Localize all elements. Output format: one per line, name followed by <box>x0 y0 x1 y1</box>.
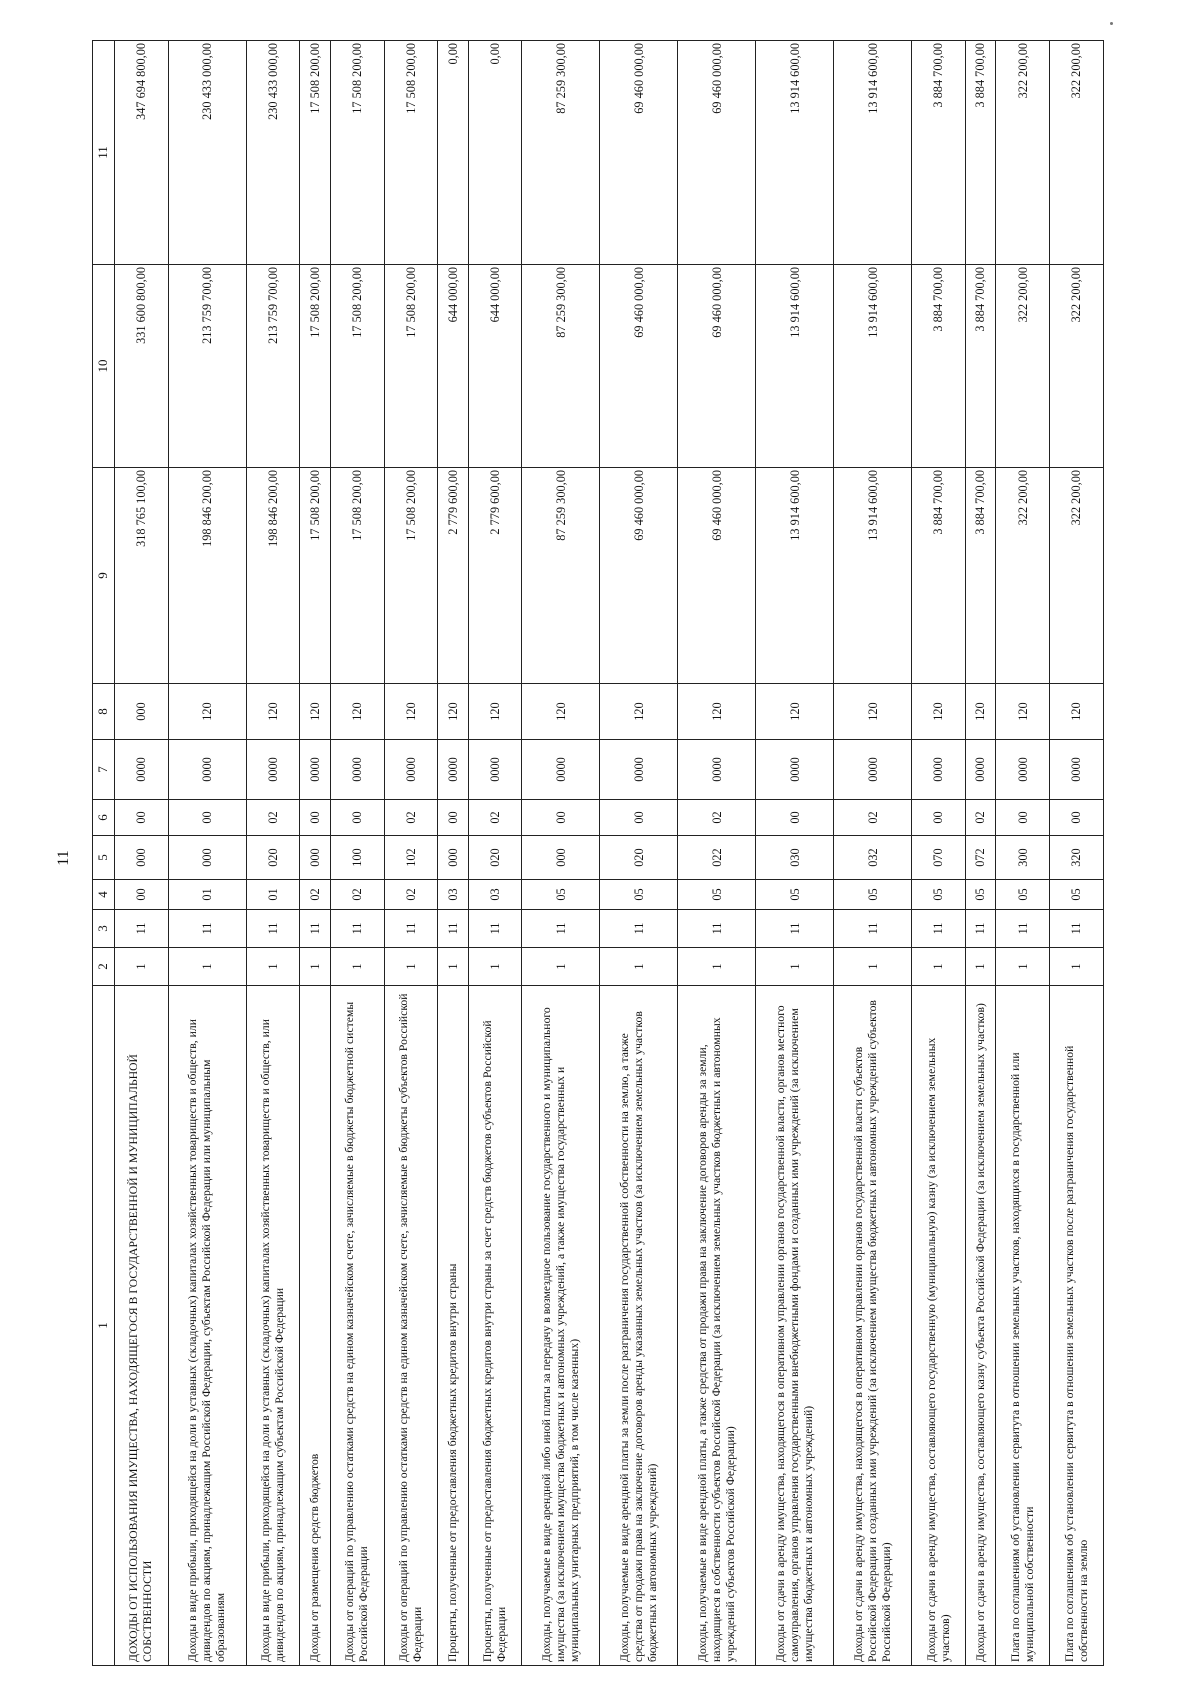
amount-cell: 3 884 700,00 <box>966 41 996 265</box>
amount-cell: 213 759 700,00 <box>168 265 246 468</box>
code-cell: 120 <box>966 684 996 740</box>
code-cell: 0000 <box>246 740 300 800</box>
amount-cell: 17 508 200,00 <box>384 265 438 468</box>
code-cell: 1 <box>468 948 522 986</box>
code-cell: 120 <box>1050 684 1104 740</box>
code-cell: 120 <box>468 684 522 740</box>
code-cell: 000 <box>300 836 330 880</box>
code-cell: 0000 <box>168 740 246 800</box>
table-row <box>115 41 169 1666</box>
amount-cell: 13 914 600,00 <box>834 468 912 684</box>
code-cell: 120 <box>168 684 246 740</box>
amount-cell: 2 779 600,00 <box>468 468 522 684</box>
amount-cell: 322 200,00 <box>1050 265 1104 468</box>
column-header: 5 <box>93 836 115 880</box>
table-row <box>756 41 834 1666</box>
table-row <box>1050 41 1104 1666</box>
amount-cell: 322 200,00 <box>1050 468 1104 684</box>
amount-cell: 2 779 600,00 <box>438 468 468 684</box>
code-cell: 000 <box>115 836 169 880</box>
code-cell: 020 <box>246 836 300 880</box>
code-cell: 02 <box>330 880 384 910</box>
code-cell: 11 <box>756 910 834 948</box>
row-name-cell: Доходы, получаемые в виде арендной либо иной платы за передачу в возмездное пользование государственного и муниципального имущества (за исключением имущества бюджетных и автономных учреждений, а также имущества государственных и муниципальных унитарных предприятий, в том числе казенных) <box>522 986 600 1666</box>
code-cell: 00 <box>996 800 1050 836</box>
amount-cell: 17 508 200,00 <box>300 41 330 265</box>
code-cell: 1 <box>1050 948 1104 986</box>
table-body <box>115 41 1104 1666</box>
code-cell: 020 <box>468 836 522 880</box>
code-cell: 05 <box>522 880 600 910</box>
table-row <box>468 41 522 1666</box>
column-header: 6 <box>93 800 115 836</box>
code-cell: 1 <box>300 948 330 986</box>
code-cell: 11 <box>330 910 384 948</box>
amount-cell: 17 508 200,00 <box>300 265 330 468</box>
row-name-cell: Доходы от операций по управлению остатками средств на едином казначейском счете, зачисляемые в бюджеты субъектов Российской Федерации <box>384 986 438 1666</box>
code-cell: 00 <box>600 800 678 836</box>
amount-cell: 0,00 <box>438 41 468 265</box>
amount-cell: 69 460 000,00 <box>600 265 678 468</box>
code-cell: 0000 <box>1050 740 1104 800</box>
code-cell: 11 <box>468 910 522 948</box>
column-header: 2 <box>93 948 115 986</box>
row-name-cell: ДОХОДЫ ОТ ИСПОЛЬЗОВАНИЯ ИМУЩЕСТВА, НАХОДЯЩЕГОСЯ В ГОСУДАРСТВЕННОЙ И МУНИЦИПАЛЬНОЙ СОБСТВЕННОСТИ <box>115 986 169 1666</box>
row-name-cell: Доходы от размещения средств бюджетов <box>300 986 330 1666</box>
amount-cell: 17 508 200,00 <box>300 468 330 684</box>
code-cell: 120 <box>834 684 912 740</box>
column-header: 4 <box>93 880 115 910</box>
table-row <box>330 41 384 1666</box>
code-cell: 000 <box>438 836 468 880</box>
column-header: 10 <box>93 265 115 468</box>
code-cell: 0000 <box>678 740 756 800</box>
code-cell: 00 <box>115 800 169 836</box>
amount-cell: 230 433 000,00 <box>246 41 300 265</box>
code-cell: 02 <box>246 800 300 836</box>
code-cell: 000 <box>168 836 246 880</box>
amount-cell: 3 884 700,00 <box>912 41 966 265</box>
code-cell: 11 <box>246 910 300 948</box>
code-cell: 120 <box>600 684 678 740</box>
code-cell: 0000 <box>438 740 468 800</box>
code-cell: 00 <box>912 800 966 836</box>
code-cell: 1 <box>330 948 384 986</box>
code-cell: 1 <box>115 948 169 986</box>
code-cell: 070 <box>912 836 966 880</box>
code-cell: 120 <box>678 684 756 740</box>
amount-cell: 17 508 200,00 <box>330 265 384 468</box>
amount-cell: 322 200,00 <box>1050 41 1104 265</box>
amount-cell: 17 508 200,00 <box>384 41 438 265</box>
row-name-cell: Проценты, полученные от предоставления бюджетных кредитов внутри страны <box>438 986 468 1666</box>
code-cell: 11 <box>966 910 996 948</box>
code-cell: 0000 <box>600 740 678 800</box>
code-cell: 0000 <box>756 740 834 800</box>
column-header: 11 <box>93 41 115 265</box>
code-cell: 072 <box>966 836 996 880</box>
amount-cell: 0,00 <box>468 41 522 265</box>
code-cell: 100 <box>330 836 384 880</box>
code-cell: 120 <box>384 684 438 740</box>
code-cell: 02 <box>384 880 438 910</box>
amount-cell: 69 460 000,00 <box>678 41 756 265</box>
table-row <box>246 41 300 1666</box>
code-cell: 11 <box>600 910 678 948</box>
table-row <box>834 41 912 1666</box>
code-cell: 1 <box>912 948 966 986</box>
code-cell: 00 <box>168 800 246 836</box>
code-cell: 02 <box>468 800 522 836</box>
code-cell: 02 <box>678 800 756 836</box>
code-cell: 11 <box>384 910 438 948</box>
code-cell: 11 <box>834 910 912 948</box>
amount-cell: 69 460 000,00 <box>678 468 756 684</box>
code-cell: 320 <box>1050 836 1104 880</box>
amount-cell: 318 765 100,00 <box>115 468 169 684</box>
amount-cell: 69 460 000,00 <box>600 468 678 684</box>
column-header: 3 <box>93 910 115 948</box>
code-cell: 00 <box>438 800 468 836</box>
scan-speck <box>1110 22 1113 25</box>
code-cell: 02 <box>384 800 438 836</box>
table-row <box>522 41 600 1666</box>
code-cell: 11 <box>912 910 966 948</box>
row-name-cell: Доходы от сдачи в аренду имущества, находящегося в оперативном управлении органов государственной власти субъектов Российской Федерации и созданных ими учреждений (за исключением имущества бюджетных и автономных учреждений субъектов Российской Федерации) <box>834 986 912 1666</box>
header-row <box>93 41 115 1666</box>
row-name-cell: Доходы от сдачи в аренду имущества, находящегося в оперативном управлении органов государственной власти, органов местного самоуправления, органов управления государственными внебюджетными фондами и созданных ими учреждений (за исключением имущества бюджетных и автономных учреждений) <box>756 986 834 1666</box>
code-cell: 0000 <box>996 740 1050 800</box>
table-row <box>438 41 468 1666</box>
amount-cell: 322 200,00 <box>996 468 1050 684</box>
row-name-cell: Доходы от сдачи в аренду имущества, составляющего казну субъекта Российской Федерации (за исключением земельных участков) <box>966 986 996 1666</box>
table-row <box>168 41 246 1666</box>
table-row <box>966 41 996 1666</box>
code-cell: 00 <box>756 800 834 836</box>
code-cell: 03 <box>468 880 522 910</box>
row-name-cell: Доходы от операций по управлению остатками средств на едином казначейском счете, зачисляемые в бюджеты бюджетной системы Российской Федерации <box>330 986 384 1666</box>
amount-cell: 3 884 700,00 <box>912 265 966 468</box>
amount-cell: 322 200,00 <box>996 265 1050 468</box>
amount-cell: 331 600 800,00 <box>115 265 169 468</box>
amount-cell: 87 259 300,00 <box>522 41 600 265</box>
amount-cell: 3 884 700,00 <box>966 265 996 468</box>
code-cell: 120 <box>330 684 384 740</box>
code-cell: 0000 <box>384 740 438 800</box>
code-cell: 01 <box>246 880 300 910</box>
code-cell: 000 <box>115 684 169 740</box>
amount-cell: 13 914 600,00 <box>756 265 834 468</box>
amount-cell: 13 914 600,00 <box>756 41 834 265</box>
code-cell: 0000 <box>966 740 996 800</box>
table-row <box>300 41 330 1666</box>
amount-cell: 198 846 200,00 <box>168 468 246 684</box>
code-cell: 120 <box>522 684 600 740</box>
row-name-cell: Проценты, полученные от предоставления бюджетных кредитов внутри страны за счет средств бюджетов субъектов Российской Федерации <box>468 986 522 1666</box>
code-cell: 11 <box>678 910 756 948</box>
amount-cell: 17 508 200,00 <box>330 41 384 265</box>
code-cell: 11 <box>438 910 468 948</box>
code-cell: 1 <box>168 948 246 986</box>
code-cell: 11 <box>996 910 1050 948</box>
row-name-cell: Доходы от сдачи в аренду имущества, составляющего государственную (муниципальную) казну (за исключением земельных участков) <box>912 986 966 1666</box>
code-cell: 120 <box>300 684 330 740</box>
code-cell: 05 <box>834 880 912 910</box>
amount-cell: 230 433 000,00 <box>168 41 246 265</box>
table-row <box>678 41 756 1666</box>
code-cell: 120 <box>246 684 300 740</box>
row-name-cell: Плата по соглашениям об установлении сервитута в отношении земельных участков после разграничения государственной собственности на землю <box>1050 986 1104 1666</box>
code-cell: 00 <box>300 800 330 836</box>
code-cell: 02 <box>966 800 996 836</box>
amount-cell: 13 914 600,00 <box>756 468 834 684</box>
code-cell: 120 <box>996 684 1050 740</box>
code-cell: 120 <box>912 684 966 740</box>
code-cell: 11 <box>115 910 169 948</box>
code-cell: 05 <box>912 880 966 910</box>
amount-cell: 3 884 700,00 <box>966 468 996 684</box>
table-row <box>912 41 966 1666</box>
code-cell: 1 <box>522 948 600 986</box>
table-row <box>384 41 438 1666</box>
amount-cell: 213 759 700,00 <box>246 265 300 468</box>
code-cell: 11 <box>1050 910 1104 948</box>
code-cell: 00 <box>522 800 600 836</box>
amount-cell: 3 884 700,00 <box>912 468 966 684</box>
code-cell: 1 <box>966 948 996 986</box>
code-cell: 1 <box>678 948 756 986</box>
code-cell: 0000 <box>912 740 966 800</box>
page-number: 11 <box>55 850 72 866</box>
row-name-cell: Доходы, получаемые в виде арендной платы, а также средства от продажи права на заключение договоров аренды за земли, находящиеся в собственности субъектов Российской Федерации (за исключением земельных участков бюджетных и автономных учреждений субъектов Российской Федерации) <box>678 986 756 1666</box>
amount-cell: 69 460 000,00 <box>678 265 756 468</box>
code-cell: 1 <box>384 948 438 986</box>
amount-cell: 644 000,00 <box>438 265 468 468</box>
column-header: 1 <box>93 986 115 1666</box>
amount-cell: 87 259 300,00 <box>522 265 600 468</box>
code-cell: 05 <box>1050 880 1104 910</box>
code-cell: 03 <box>438 880 468 910</box>
rotated-table-container <box>92 41 1104 1666</box>
code-cell: 0000 <box>300 740 330 800</box>
column-header: 9 <box>93 468 115 684</box>
code-cell: 022 <box>678 836 756 880</box>
column-header: 8 <box>93 684 115 740</box>
revenue-table <box>92 40 1104 1666</box>
table-row <box>996 41 1050 1666</box>
code-cell: 0000 <box>330 740 384 800</box>
table-row <box>600 41 678 1666</box>
code-cell: 0000 <box>468 740 522 800</box>
code-cell: 032 <box>834 836 912 880</box>
code-cell: 05 <box>996 880 1050 910</box>
row-name-cell: Доходы, получаемые в виде арендной платы за земли после разграничения государственной собственности на землю, а также средства от продажи права на заключение договоров аренды указанных земельных участков (за исключением земельных участков бюджетных и автономных учреждений) <box>600 986 678 1666</box>
amount-cell: 13 914 600,00 <box>834 41 912 265</box>
amount-cell: 13 914 600,00 <box>834 265 912 468</box>
amount-cell: 644 000,00 <box>468 265 522 468</box>
code-cell: 05 <box>678 880 756 910</box>
code-cell: 020 <box>600 836 678 880</box>
amount-cell: 87 259 300,00 <box>522 468 600 684</box>
code-cell: 05 <box>966 880 996 910</box>
code-cell: 120 <box>438 684 468 740</box>
code-cell: 00 <box>115 880 169 910</box>
code-cell: 05 <box>756 880 834 910</box>
amount-cell: 347 694 800,00 <box>115 41 169 265</box>
code-cell: 030 <box>756 836 834 880</box>
row-name-cell: Плата по соглашениям об установлении сервитута в отношении земельных участков, находящихся в государственной или муниципальной собственности <box>996 986 1050 1666</box>
code-cell: 11 <box>300 910 330 948</box>
amount-cell: 17 508 200,00 <box>330 468 384 684</box>
code-cell: 1 <box>600 948 678 986</box>
row-name-cell: Доходы в виде прибыли, приходящейся на доли в уставных (складочных) капиталах хозяйственных товариществ и обществ, или дивидендов по акциям, принадлежащим субъектам Российской Федерации <box>246 986 300 1666</box>
code-cell: 1 <box>246 948 300 986</box>
code-cell: 0000 <box>115 740 169 800</box>
amount-cell: 69 460 000,00 <box>600 41 678 265</box>
code-cell: 1 <box>996 948 1050 986</box>
code-cell: 1 <box>756 948 834 986</box>
code-cell: 1 <box>834 948 912 986</box>
code-cell: 120 <box>756 684 834 740</box>
code-cell: 300 <box>996 836 1050 880</box>
code-cell: 102 <box>384 836 438 880</box>
amount-cell: 17 508 200,00 <box>384 468 438 684</box>
code-cell: 00 <box>1050 800 1104 836</box>
code-cell: 02 <box>834 800 912 836</box>
code-cell: 02 <box>300 880 330 910</box>
column-header: 7 <box>93 740 115 800</box>
code-cell: 000 <box>522 836 600 880</box>
code-cell: 1 <box>438 948 468 986</box>
code-cell: 00 <box>330 800 384 836</box>
amount-cell: 322 200,00 <box>996 41 1050 265</box>
code-cell: 11 <box>168 910 246 948</box>
code-cell: 0000 <box>522 740 600 800</box>
code-cell: 01 <box>168 880 246 910</box>
row-name-cell: Доходы в виде прибыли, приходящейся на доли в уставных (складочных) капиталах хозяйственных товариществ и обществ, или дивидендов по акциям, принадлежащим Российской Федерации, субъектам Российской Федерации или муниципальным образованиям <box>168 986 246 1666</box>
code-cell: 05 <box>600 880 678 910</box>
amount-cell: 198 846 200,00 <box>246 468 300 684</box>
code-cell: 11 <box>522 910 600 948</box>
code-cell: 0000 <box>834 740 912 800</box>
